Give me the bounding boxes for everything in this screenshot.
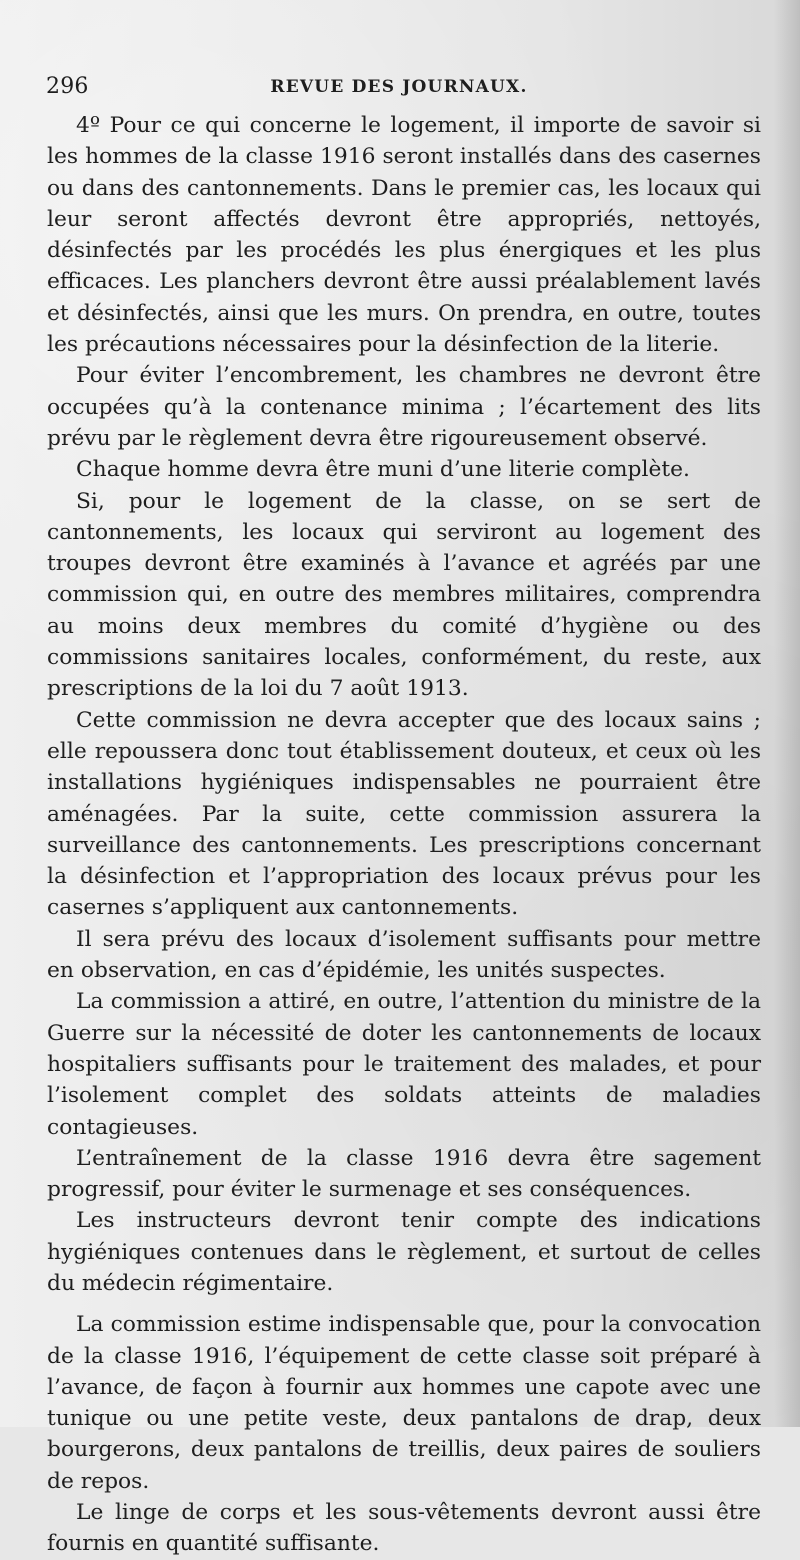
page-header	[46, 70, 752, 104]
paragraph-commission: Cette commission ne devra accepter que des locaux sains ; elle repoussera donc tout établissement douteux, et ceux où les installations hygiéniques indispensables ne pourraient être aménagées. Par la suite, cette commission assurera la surveillance des cantonnements. Les prescriptions concernant la désinfection et l’appropriation des locaux prévus pour les casernes s’appliquent aux cantonnements.	[47, 707, 761, 921]
paragraph-literie: Chaque homme devra être muni d’une literie complète.	[76, 457, 690, 483]
page-number: 296	[46, 74, 89, 99]
article-body	[47, 110, 761, 1560]
paragraph-isolement: Il sera prévu des locaux d’isolement suffisants pour mettre en observation, en cas d’épidémie, les unités suspectes.	[47, 926, 761, 984]
paragraph-equipement: La commission estime indispensable que, pour la convocation de la classe 1916, l’équipement de cette classe soit préparé à l’avance, de façon à fournir aux hommes une capote avec une tunique ou une petite veste, deux pantalons de drap, deux bourgerons, deux pantalons de treillis, deux paires de souliers de repos.	[47, 1312, 761, 1494]
paragraph-cantonnements: Si, pour le logement de la classe, on se sert de cantonnements, les locaux qui serviront au logement des troupes devront être examinés à l’avance et agréés par une commission qui, en outre des membres militaires, comprendra au moins deux membres du comité d’hygiène ou des commissions sanitaires locales, conformément, du reste, aux prescriptions de la loi du 7 août 1913.	[47, 488, 761, 702]
paragraph-logement: 4º Pour ce qui concerne le logement, il importe de savoir si les hommes de la classe 1916 seront installés dans des casernes ou dans des cantonnements. Dans le premier cas, les locaux qui leur seront affectés devront être appropriés, nettoyés, désinfectés par les procédés les plus énergiques et les plus efficaces. Les planchers devront être aussi préalablement lavés et désinfectés, ainsi que les murs. On prendra, en outre, toutes les précautions nécessaires pour la désinfection de la literie.	[47, 113, 761, 358]
paragraph-linge: Le linge de corps et les sous-vêtements devront aussi être fournis en quantité suffisante.	[47, 1500, 761, 1557]
paragraph-encombrement: Pour éviter l’encombrement, les chambres ne devront être occupées qu’à la contenance minima ; l’écartement des lits prévu par le règlement devra être rigoureusement observé.	[47, 363, 761, 451]
paragraph-entrainement: L’entraînement de la classe 1916 devra être sagement progressif, pour éviter le surmenage et ses conséquences.	[47, 1145, 761, 1203]
paragraph-instructeurs: Les instructeurs devront tenir compte des indications hygiéniques contenues dans le règlement, et surtout de celles du médecin régimentaire.	[47, 1208, 761, 1296]
running-head: REVUE DES JOURNAUX.	[270, 77, 528, 97]
paragraph-locaux-hospitaliers: La commission a attiré, en outre, l’attention du ministre de la Guerre sur la nécessité de doter les cantonnements de locaux hospitaliers suffisants pour le traitement des malades, et pour l’isolement complet des soldats atteints de maladies contagieuses.	[47, 989, 761, 1140]
